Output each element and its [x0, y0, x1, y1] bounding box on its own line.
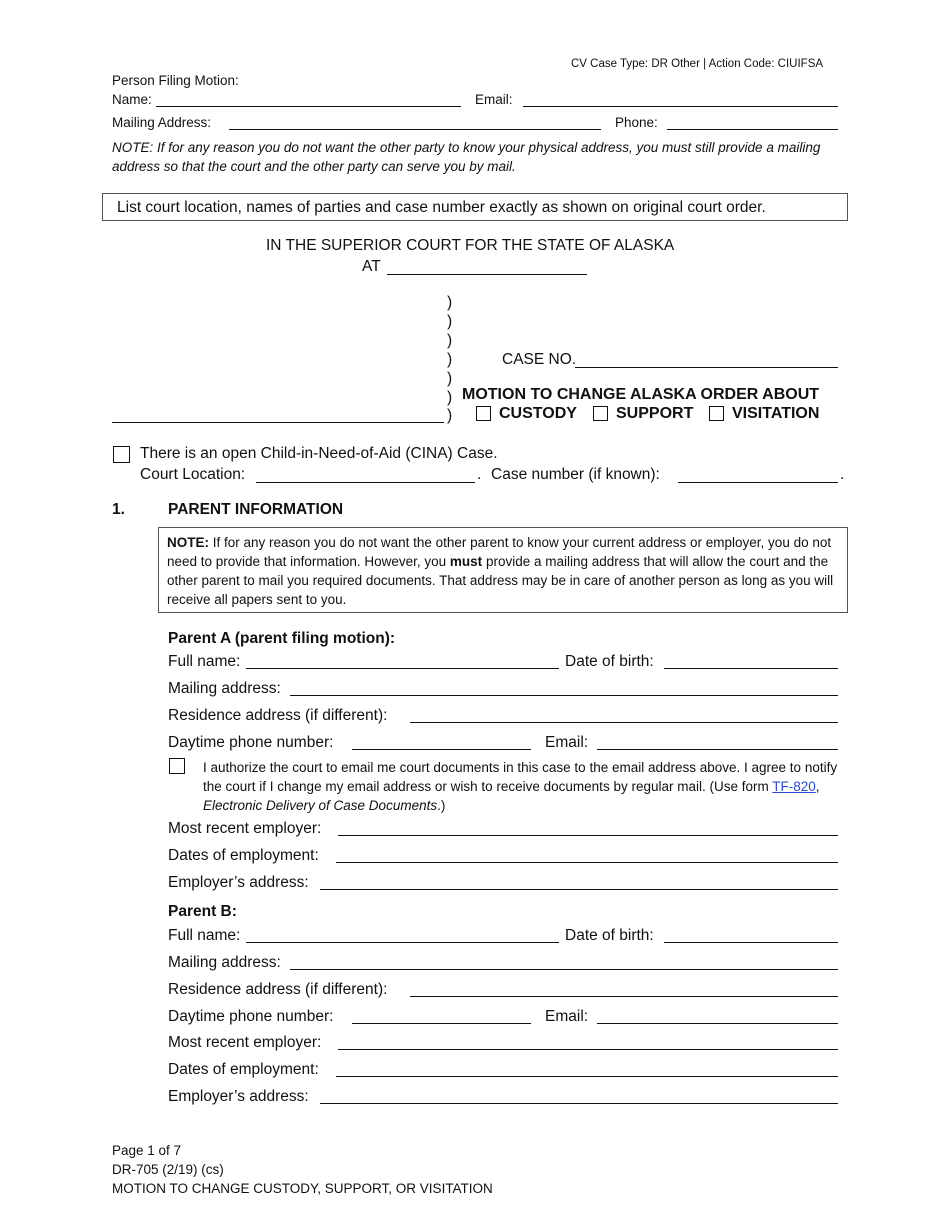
parent-a-dob-label: Date of birth:	[565, 653, 654, 670]
case-no-label: CASE NO.	[502, 351, 577, 368]
parent-a-phone-label: Daytime phone number:	[168, 734, 334, 751]
parent-b-full-name-label: Full name:	[168, 927, 241, 944]
custody-checkbox[interactable]	[476, 406, 491, 421]
section-number: 1.	[112, 501, 125, 518]
footer-form-title: MOTION TO CHANGE CUSTODY, SUPPORT, OR VISITATION	[112, 1181, 493, 1196]
parent-b-residence-label: Residence address (if different):	[168, 981, 388, 998]
parent-b-mailing-field[interactable]	[290, 969, 838, 970]
visitation-checkbox[interactable]	[709, 406, 724, 421]
parent-a-mailing-field[interactable]	[290, 695, 838, 696]
party-names-field[interactable]	[112, 422, 444, 423]
name-field[interactable]	[156, 106, 461, 107]
parent-a-full-name-label: Full name:	[168, 653, 241, 670]
parent-a-email-label: Email:	[545, 734, 589, 751]
instruction-box	[102, 193, 848, 221]
parent-a-dates-field[interactable]	[336, 862, 838, 863]
parent-a-employer-field[interactable]	[338, 835, 838, 836]
instruction-text: List court location, names of parties and case number exactly as shown on original court order.	[117, 199, 766, 216]
note-must: must	[449, 554, 483, 569]
parent-b-dates-label: Dates of employment:	[168, 1061, 319, 1078]
court-location-field[interactable]	[387, 274, 587, 275]
parent-b-employer-field[interactable]	[338, 1049, 838, 1050]
cina-case-number-label: Case number (if known):	[491, 466, 660, 483]
email-authorize-text: I authorize the court to email me court documents in this case to the email address above. I agree to notify the court if I change my email address or wish to receive documents by regular mail. (Use form TF-820, Electronic Delivery of Case Documents.)	[203, 760, 838, 813]
cina-period-1: .	[477, 466, 482, 483]
email-field[interactable]	[523, 106, 838, 107]
cina-period-2: .	[840, 466, 845, 483]
parent-b-mailing-label: Mailing address:	[168, 954, 281, 971]
parent-b-phone-label: Daytime phone number:	[168, 1008, 334, 1025]
case-type-code: CV Case Type: DR Other | Action Code: CIUIFSA	[571, 58, 824, 70]
parent-a-employer-label: Most recent employer:	[168, 820, 322, 837]
form-title: Electronic Delivery of Case Documents	[203, 798, 438, 813]
parent-a-full-name-field[interactable]	[246, 668, 559, 669]
email-label: Email:	[475, 92, 513, 107]
address-note: NOTE: If for any reason you do not want the other party to know your physical address, you must still provide a mailing address so that the court and the other party can serve you by mail.	[112, 140, 821, 174]
cina-checkbox[interactable]	[113, 446, 130, 463]
parent-a-residence-field[interactable]	[410, 722, 838, 723]
cina-label: There is an open Child-in-Need-of-Aid (CINA) Case.	[140, 445, 498, 462]
parent-b-email-label: Email:	[545, 1008, 589, 1025]
parent-b-full-name-field[interactable]	[246, 942, 559, 943]
section-title: PARENT INFORMATION	[168, 501, 344, 518]
motion-title: MOTION TO CHANGE ALASKA ORDER ABOUT	[462, 386, 820, 403]
tf-820-link[interactable]: TF-820	[772, 779, 816, 794]
parent-b-employer-address-label: Employer’s address:	[168, 1088, 309, 1105]
name-label: Name:	[112, 92, 152, 107]
note-bold: NOTE:	[167, 535, 209, 550]
parent-b-dob-field[interactable]	[664, 942, 838, 943]
parent-a-heading: Parent A (parent filing motion):	[168, 630, 396, 647]
parent-b-employer-address-field[interactable]	[320, 1103, 838, 1104]
parent-b-phone-field[interactable]	[352, 1023, 531, 1024]
parent-a-mailing-label: Mailing address:	[168, 680, 281, 697]
footer-form-number: DR-705 (2/19) (cs)	[112, 1162, 224, 1177]
cina-court-location-label: Court Location:	[140, 466, 246, 483]
court-title: IN THE SUPERIOR COURT FOR THE STATE OF ALASKA	[266, 237, 675, 254]
phone-label: Phone:	[615, 115, 658, 130]
parent-b-residence-field[interactable]	[410, 996, 838, 997]
parent-b-employer-label: Most recent employer:	[168, 1034, 322, 1051]
parent-a-residence-label: Residence address (if different):	[168, 707, 388, 724]
footer-page-number: Page 1 of 7	[112, 1143, 182, 1158]
email-authorize-checkbox[interactable]	[169, 758, 185, 774]
phone-field[interactable]	[667, 129, 838, 130]
parent-b-dob-label: Date of birth:	[565, 927, 654, 944]
parent-a-email-field[interactable]	[597, 749, 838, 750]
parent-a-employer-address-label: Employer’s address:	[168, 874, 309, 891]
parent-info-note: NOTE: If for any reason you do not want the other parent to know your current address or employer, you do not need to provide that information. However, you must provide a mailing address that will allow the court and the other parent to mail you required documents. That address may be in care of another person as long as you will receive all papers sent to you.	[158, 527, 848, 613]
case-no-field[interactable]	[575, 367, 838, 368]
mailing-address-label: Mailing Address:	[112, 115, 212, 130]
parent-a-employer-address-field[interactable]	[320, 889, 838, 890]
parent-b-heading: Parent B:	[168, 903, 237, 920]
support-checkbox[interactable]	[593, 406, 608, 421]
parent-a-dates-label: Dates of employment:	[168, 847, 319, 864]
cina-case-number-field[interactable]	[678, 482, 838, 483]
visitation-label: VISITATION	[732, 405, 820, 422]
parent-a-phone-field[interactable]	[352, 749, 531, 750]
cina-court-location-field[interactable]	[256, 482, 475, 483]
support-label: SUPPORT	[616, 405, 694, 422]
person-filing-label: Person Filing Motion:	[112, 73, 239, 88]
mailing-address-field[interactable]	[229, 129, 601, 130]
parent-b-email-field[interactable]	[597, 1023, 838, 1024]
court-at-label: AT	[362, 258, 381, 275]
parent-b-dates-field[interactable]	[336, 1076, 838, 1077]
parent-a-dob-field[interactable]	[664, 668, 838, 669]
custody-label: CUSTODY	[499, 405, 577, 422]
